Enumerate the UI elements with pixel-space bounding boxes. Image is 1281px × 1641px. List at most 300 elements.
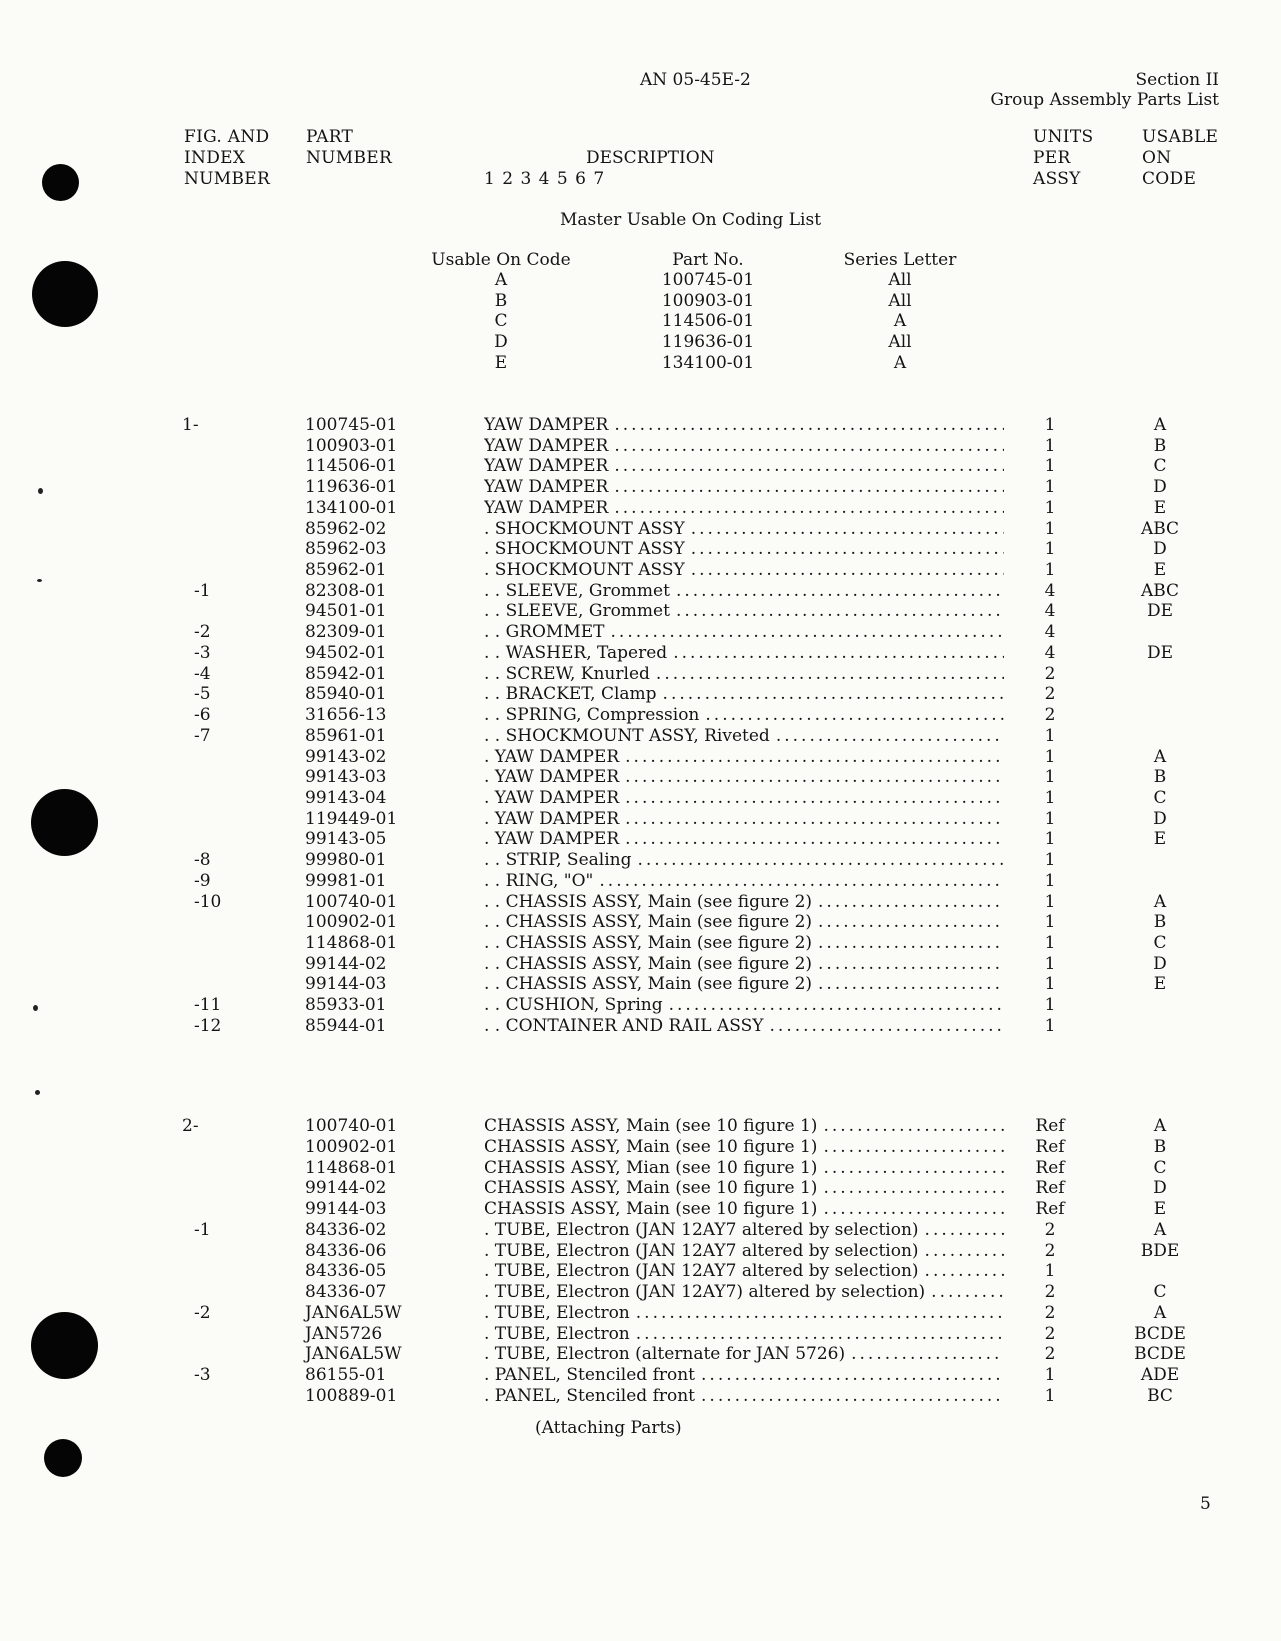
parts-row xyxy=(0,1241,1281,1262)
leader-dots xyxy=(650,664,1004,685)
part-number: 84336-05 xyxy=(305,1261,387,1282)
description-cell xyxy=(484,726,1004,747)
units-per-assy: 1 xyxy=(1044,435,1056,456)
parts-row xyxy=(0,705,1281,726)
usable-on-code: A xyxy=(1153,891,1167,912)
part-number: 84336-02 xyxy=(305,1219,387,1240)
usable-on-code: A xyxy=(1153,1302,1167,1323)
part-number: 85962-03 xyxy=(305,539,387,560)
units-per-assy: 2 xyxy=(1044,1282,1056,1302)
units-per-assy: 4 xyxy=(1044,642,1056,663)
part-number: 85933-01 xyxy=(305,995,387,1016)
parts-row xyxy=(0,1386,1281,1407)
leader-dots xyxy=(817,1199,1004,1220)
description-cell xyxy=(484,1282,1004,1303)
parts-row xyxy=(0,601,1281,622)
parts-row xyxy=(0,912,1281,933)
description-cell xyxy=(484,788,1004,809)
part-number: 31656-13 xyxy=(305,705,387,726)
usable-on-code: A xyxy=(1153,1219,1167,1240)
index-number: -5 xyxy=(194,684,211,705)
usable-on-code: C xyxy=(1153,1157,1167,1178)
usable-on-code: ADE xyxy=(1140,1365,1180,1385)
leader-dots xyxy=(685,519,1004,540)
leader-dots xyxy=(608,477,1004,498)
description-cell xyxy=(484,871,1004,892)
leader-dots xyxy=(812,954,1004,975)
description-text: . YAW DAMPER xyxy=(484,767,620,788)
part-number: 85942-01 xyxy=(305,663,387,684)
index-number: -12 xyxy=(194,1015,222,1036)
units-per-assy: 1 xyxy=(1044,725,1056,746)
index-number: -3 xyxy=(194,1365,211,1385)
parts-row xyxy=(0,1137,1281,1158)
description-cell xyxy=(484,850,1004,871)
description-cell xyxy=(484,477,1004,498)
description-text: . . SLEEVE, Grommet xyxy=(484,580,670,601)
units-per-assy: 1 xyxy=(1044,953,1056,974)
part-number: 114868-01 xyxy=(305,933,398,953)
description-text: . . WASHER, Tapered xyxy=(484,642,668,663)
units-per-assy: 1 xyxy=(1044,1365,1056,1385)
section-title: Group Assembly Parts List xyxy=(990,90,1219,110)
document-number: AN 05-45E-2 xyxy=(640,70,751,90)
usable-on-code: E xyxy=(1153,1199,1167,1219)
units-per-assy: 1 xyxy=(1044,933,1056,953)
parts-row xyxy=(0,581,1281,602)
master-list-row xyxy=(0,311,1281,332)
parts-row xyxy=(0,767,1281,788)
description-text: . . SHOCKMOUNT ASSY, Riveted xyxy=(484,725,770,746)
master-list-row xyxy=(0,291,1281,312)
leader-dots xyxy=(919,1261,1004,1282)
usable-on-code: C xyxy=(1153,456,1167,477)
master-cell-code: A xyxy=(494,270,508,290)
part-number: 99143-05 xyxy=(305,829,387,850)
units-per-assy: 1 xyxy=(1044,746,1056,767)
description-cell xyxy=(484,539,1004,560)
description-text: . TUBE, Electron xyxy=(484,1302,630,1323)
part-number: JAN6AL5W xyxy=(305,1344,402,1365)
leader-dots xyxy=(919,1220,1004,1241)
master-list-row xyxy=(0,332,1281,353)
description-text: . TUBE, Electron (JAN 12AY7) altered by selection) xyxy=(484,1282,926,1302)
description-cell xyxy=(484,1137,1004,1158)
units-header: UNITS PER ASSY xyxy=(1033,127,1094,189)
parts-row xyxy=(0,436,1281,457)
units-per-assy: 1 xyxy=(1044,539,1056,560)
description-cell xyxy=(484,974,1004,995)
part-number: 85940-01 xyxy=(305,684,387,705)
master-list-row xyxy=(0,353,1281,374)
master-header-part: Part No. xyxy=(672,250,744,270)
parts-row xyxy=(0,747,1281,768)
description-text: . YAW DAMPER xyxy=(484,829,620,850)
part-number: 100740-01 xyxy=(305,891,398,912)
parts-row xyxy=(0,1282,1281,1303)
part-number: 94502-01 xyxy=(305,642,387,663)
part-number: 85962-01 xyxy=(305,560,387,581)
description-cell xyxy=(484,954,1004,975)
description-text: . TUBE, Electron xyxy=(484,1323,630,1344)
description-cell xyxy=(484,498,1004,519)
leader-dots xyxy=(657,684,1004,705)
leader-dots xyxy=(812,974,1004,995)
leader-dots xyxy=(770,726,1004,747)
parts-row xyxy=(0,726,1281,747)
description-text: . . GROMMET xyxy=(484,622,605,643)
description-text: YAW DAMPER xyxy=(484,456,609,477)
leader-dots xyxy=(699,705,1004,726)
usable-on-code: B xyxy=(1153,912,1167,933)
parts-row xyxy=(0,664,1281,685)
index-number: -3 xyxy=(194,642,211,663)
part-number: 84336-07 xyxy=(305,1282,387,1302)
units-per-assy: 2 xyxy=(1044,1323,1056,1344)
description-cell xyxy=(484,456,1004,477)
description-cell xyxy=(484,1241,1004,1262)
part-number: 100903-01 xyxy=(305,435,398,456)
description-cell xyxy=(484,601,1004,622)
description-text: . TUBE, Electron (JAN 12AY7 altered by selection) xyxy=(484,1261,919,1282)
units-per-assy: Ref xyxy=(1035,1178,1065,1199)
parts-row xyxy=(0,1158,1281,1179)
usable-on-code: ABC xyxy=(1140,518,1180,539)
parts-row xyxy=(0,477,1281,498)
master-cell-code: E xyxy=(494,352,508,373)
description-text: . TUBE, Electron (alternate for JAN 5726) xyxy=(484,1344,846,1365)
description-cell xyxy=(484,995,1004,1016)
description-cell xyxy=(484,560,1004,581)
description-cell xyxy=(484,1178,1004,1199)
description-cell xyxy=(484,684,1004,705)
description-cell xyxy=(484,664,1004,685)
description-cell xyxy=(484,1261,1004,1282)
parts-row xyxy=(0,415,1281,436)
leader-dots xyxy=(663,995,1004,1016)
index-number: 1- xyxy=(182,415,199,435)
units-per-assy: 1 xyxy=(1044,1261,1056,1282)
description-text: . PANEL, Stenciled front xyxy=(484,1385,696,1406)
parts-row xyxy=(0,1199,1281,1220)
units-per-assy: Ref xyxy=(1035,1136,1065,1157)
parts-row xyxy=(0,1365,1281,1386)
units-per-assy: 1 xyxy=(1044,477,1056,498)
leader-dots xyxy=(812,933,1004,954)
master-cell-code: D xyxy=(494,332,508,353)
parts-row xyxy=(0,643,1281,664)
usable-on-code: BDE xyxy=(1140,1240,1180,1261)
description-text: YAW DAMPER xyxy=(484,415,609,435)
binder-hole xyxy=(42,164,79,201)
leader-dots xyxy=(608,436,1004,457)
master-cell-series-letter: All xyxy=(888,270,912,290)
units-per-assy: 4 xyxy=(1044,601,1056,622)
description-cell xyxy=(484,1158,1004,1179)
leader-dots xyxy=(925,1282,1004,1303)
part-number: 85962-02 xyxy=(305,518,387,539)
description-cell xyxy=(484,581,1004,602)
description-header: DESCRIPTION xyxy=(586,148,715,168)
units-per-assy: 1 xyxy=(1044,974,1056,995)
units-per-assy: Ref xyxy=(1035,1116,1065,1136)
usable-on-code: E xyxy=(1153,560,1167,581)
part-number: 119449-01 xyxy=(305,808,398,829)
index-number: -7 xyxy=(194,725,211,746)
units-per-assy: Ref xyxy=(1035,1199,1065,1219)
leader-dots xyxy=(608,498,1004,519)
part-number: JAN5726 xyxy=(305,1323,383,1344)
indent-levels-header: 1 2 3 4 5 6 7 xyxy=(484,169,606,189)
usable-on-code: C xyxy=(1153,933,1167,953)
description-cell xyxy=(484,436,1004,457)
parts-row xyxy=(0,892,1281,913)
description-text: CHASSIS ASSY, Main (see 10 figure 1) xyxy=(484,1116,818,1136)
master-header-series: Series Letter xyxy=(843,250,957,270)
leader-dots xyxy=(619,829,1004,850)
usable-on-code: DE xyxy=(1146,642,1174,663)
units-per-assy: Ref xyxy=(1035,1157,1065,1178)
parts-row xyxy=(0,1016,1281,1037)
leader-dots xyxy=(608,415,1004,436)
leader-dots xyxy=(667,643,1004,664)
description-cell xyxy=(484,809,1004,830)
description-cell xyxy=(484,1303,1004,1324)
description-text: . SHOCKMOUNT ASSY xyxy=(484,518,685,539)
master-cell-part-no: 100745-01 xyxy=(661,270,755,290)
units-per-assy: 1 xyxy=(1044,912,1056,933)
description-text: . . CONTAINER AND RAIL ASSY xyxy=(484,1015,764,1036)
leader-dots xyxy=(619,767,1004,788)
leader-dots xyxy=(817,1116,1004,1137)
description-text: . . STRIP, Sealing xyxy=(484,850,632,871)
parts-row xyxy=(0,622,1281,643)
master-cell-part-no: 114506-01 xyxy=(661,311,755,332)
part-number: 99981-01 xyxy=(305,870,387,891)
part-number: 100902-01 xyxy=(305,1136,398,1157)
master-cell-part-no: 119636-01 xyxy=(661,332,755,353)
leader-dots xyxy=(630,1324,1004,1345)
usable-on-code: ABC xyxy=(1140,580,1180,601)
part-number: 134100-01 xyxy=(305,497,398,518)
leader-dots xyxy=(630,1303,1004,1324)
description-cell xyxy=(484,1324,1004,1345)
units-per-assy: 1 xyxy=(1044,1385,1056,1406)
description-text: . PANEL, Stenciled front xyxy=(484,1365,696,1385)
description-cell xyxy=(484,622,1004,643)
leader-dots xyxy=(817,1178,1004,1199)
fig-index-header: FIG. AND INDEX NUMBER xyxy=(184,127,271,189)
part-number: JAN6AL5W xyxy=(305,1302,402,1323)
usable-on-code: BCDE xyxy=(1134,1344,1186,1365)
description-text: . . SPRING, Compression xyxy=(484,705,700,726)
description-cell xyxy=(484,767,1004,788)
description-text: . . BRACKET, Clamp xyxy=(484,684,657,705)
leader-dots xyxy=(919,1241,1004,1262)
description-text: . SHOCKMOUNT ASSY xyxy=(484,539,685,560)
description-text: . . CUSHION, Spring xyxy=(484,995,663,1016)
description-text: YAW DAMPER xyxy=(484,477,609,498)
description-text: CHASSIS ASSY, Main (see 10 figure 1) xyxy=(484,1136,818,1157)
index-number: 2- xyxy=(182,1116,199,1136)
description-text: . YAW DAMPER xyxy=(484,746,620,767)
part-number: 84336-06 xyxy=(305,1240,387,1261)
parts-row xyxy=(0,954,1281,975)
units-per-assy: 1 xyxy=(1044,995,1056,1016)
usable-on-code: BCDE xyxy=(1134,1323,1186,1344)
parts-row xyxy=(0,1220,1281,1241)
usable-on-code: D xyxy=(1153,539,1167,560)
usable-on-code: DE xyxy=(1146,601,1174,622)
part-number: 100745-01 xyxy=(305,415,398,435)
parts-row xyxy=(0,539,1281,560)
description-text: . . CHASSIS ASSY, Main (see figure 2) xyxy=(484,891,813,912)
description-cell xyxy=(484,643,1004,664)
usable-on-code: E xyxy=(1153,974,1167,995)
description-cell xyxy=(484,1016,1004,1037)
parts-row xyxy=(0,809,1281,830)
master-cell-code: C xyxy=(494,311,508,332)
description-text: . TUBE, Electron (JAN 12AY7 altered by selection) xyxy=(484,1219,919,1240)
part-number: 99980-01 xyxy=(305,850,387,871)
description-text: YAW DAMPER xyxy=(484,497,609,518)
part-number: 99144-03 xyxy=(305,1199,387,1219)
usable-on-code: D xyxy=(1153,477,1167,498)
parts-row xyxy=(0,871,1281,892)
description-cell xyxy=(484,705,1004,726)
description-text: . . CHASSIS ASSY, Main (see figure 2) xyxy=(484,912,813,933)
units-per-assy: 2 xyxy=(1044,1302,1056,1323)
part-number: 94501-01 xyxy=(305,601,387,622)
description-text: . . RING, "O" xyxy=(484,870,594,891)
leader-dots xyxy=(845,1344,1004,1365)
units-per-assy: 1 xyxy=(1044,808,1056,829)
part-number: 100889-01 xyxy=(305,1385,398,1406)
usable-on-header: USABLE ON CODE xyxy=(1142,127,1219,189)
part-number: 114868-01 xyxy=(305,1157,398,1178)
parts-row xyxy=(0,498,1281,519)
parts-row xyxy=(0,1116,1281,1137)
page-number: 5 xyxy=(1200,1494,1211,1514)
description-cell xyxy=(484,1365,1004,1386)
index-number: -10 xyxy=(194,891,222,912)
units-per-assy: 1 xyxy=(1044,850,1056,871)
parts-row xyxy=(0,933,1281,954)
parts-row xyxy=(0,1303,1281,1324)
usable-on-code: A xyxy=(1153,415,1167,435)
part-number-header: PART NUMBER xyxy=(306,127,393,168)
leader-dots xyxy=(685,539,1004,560)
master-list-header-row xyxy=(0,250,1281,271)
leader-dots xyxy=(670,601,1004,622)
part-number: 114506-01 xyxy=(305,456,398,477)
units-per-assy: 1 xyxy=(1044,1015,1056,1036)
description-text: . SHOCKMOUNT ASSY xyxy=(484,560,685,581)
part-number: 82309-01 xyxy=(305,622,387,643)
description-text: . YAW DAMPER xyxy=(484,808,620,829)
part-number: 85944-01 xyxy=(305,1015,387,1036)
description-cell xyxy=(484,1220,1004,1241)
usable-on-code: B xyxy=(1153,435,1167,456)
parts-row xyxy=(0,850,1281,871)
usable-on-code: E xyxy=(1153,829,1167,850)
units-per-assy: 1 xyxy=(1044,560,1056,581)
index-number: -6 xyxy=(194,705,211,726)
description-text: . TUBE, Electron (JAN 12AY7 altered by selection) xyxy=(484,1240,919,1261)
part-number: 82308-01 xyxy=(305,580,387,601)
part-number: 86155-01 xyxy=(305,1365,387,1385)
units-per-assy: 2 xyxy=(1044,1344,1056,1365)
index-number: -2 xyxy=(194,1302,211,1323)
parts-row xyxy=(0,1261,1281,1282)
part-number: 99144-03 xyxy=(305,974,387,995)
units-per-assy: 1 xyxy=(1044,787,1056,808)
description-cell xyxy=(484,829,1004,850)
units-per-assy: 4 xyxy=(1044,580,1056,601)
part-number: 99143-04 xyxy=(305,787,387,808)
master-list-title: Master Usable On Coding List xyxy=(560,210,822,230)
leader-dots xyxy=(817,1158,1004,1179)
units-per-assy: 2 xyxy=(1044,1219,1056,1240)
units-per-assy: 1 xyxy=(1044,456,1056,477)
leader-dots xyxy=(631,850,1004,871)
parts-row xyxy=(0,684,1281,705)
part-number: 99144-02 xyxy=(305,953,387,974)
master-cell-part-no: 100903-01 xyxy=(661,290,755,311)
description-text: CHASSIS ASSY, Main (see 10 figure 1) xyxy=(484,1199,818,1219)
part-number: 100902-01 xyxy=(305,912,398,933)
usable-on-code: C xyxy=(1153,787,1167,808)
index-number: -2 xyxy=(194,622,211,643)
usable-on-code: C xyxy=(1153,1282,1167,1302)
parts-row xyxy=(0,788,1281,809)
master-header-code: Usable On Code xyxy=(431,250,571,270)
description-cell xyxy=(484,1344,1004,1365)
index-number: -11 xyxy=(194,995,222,1016)
units-per-assy: 1 xyxy=(1044,891,1056,912)
units-per-assy: 1 xyxy=(1044,415,1056,435)
description-cell xyxy=(484,1116,1004,1137)
index-number: -4 xyxy=(194,663,211,684)
scan-speck xyxy=(35,1090,40,1095)
parts-row xyxy=(0,995,1281,1016)
description-text: CHASSIS ASSY, Main (see 10 figure 1) xyxy=(484,1178,818,1199)
leader-dots xyxy=(817,1137,1004,1158)
usable-on-code: A xyxy=(1153,1116,1167,1136)
part-number: 100740-01 xyxy=(305,1116,398,1136)
description-text: . . SLEEVE, Grommet xyxy=(484,601,670,622)
leader-dots xyxy=(619,747,1004,768)
description-cell xyxy=(484,1199,1004,1220)
part-number: 99143-02 xyxy=(305,746,387,767)
units-per-assy: 1 xyxy=(1044,497,1056,518)
usable-on-code: D xyxy=(1153,953,1167,974)
leader-dots xyxy=(608,456,1004,477)
units-per-assy: 4 xyxy=(1044,622,1056,643)
description-cell xyxy=(484,892,1004,913)
leader-dots xyxy=(619,809,1004,830)
units-per-assy: 2 xyxy=(1044,684,1056,705)
part-number: 85961-01 xyxy=(305,725,387,746)
usable-on-code: D xyxy=(1153,1178,1167,1199)
part-number: 99143-03 xyxy=(305,767,387,788)
units-per-assy: 1 xyxy=(1044,870,1056,891)
description-cell xyxy=(484,1386,1004,1407)
usable-on-code: B xyxy=(1153,1136,1167,1157)
part-number: 99144-02 xyxy=(305,1178,387,1199)
master-cell-part-no: 134100-01 xyxy=(661,352,755,373)
parts-row xyxy=(0,829,1281,850)
